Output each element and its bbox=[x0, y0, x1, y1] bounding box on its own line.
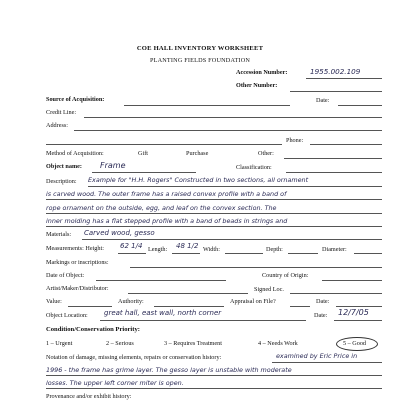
provenance-label: Provenance and/or exhibit history: bbox=[46, 393, 132, 400]
acquisition-date-label: Date: bbox=[316, 97, 330, 104]
credit-line-label: Credit Line: bbox=[46, 109, 77, 116]
description-label: Description: bbox=[46, 178, 77, 185]
description-line-1: Example for "H.H. Rogers" Constructed in two sections, all ornament bbox=[88, 176, 309, 184]
accession-label: Accession Number: bbox=[236, 69, 288, 76]
appraisal-date-label: Date: bbox=[316, 298, 330, 305]
signed-label: Signed Loc. bbox=[254, 286, 284, 293]
appraisal-label: Appraisal on File? bbox=[230, 298, 276, 305]
method-other-line bbox=[284, 158, 382, 159]
condition-option-serious[interactable]: 2 – Serious bbox=[106, 340, 134, 347]
address-line-2 bbox=[46, 144, 282, 145]
authority-label: Authority: bbox=[118, 298, 144, 305]
notation-line-3: losses. The upper left corner miter is open. bbox=[46, 379, 184, 387]
diameter-label: Diameter: bbox=[322, 246, 347, 253]
notation-line-1: examined by Eric Price in bbox=[276, 352, 358, 360]
notation-rule-2 bbox=[46, 375, 382, 376]
value-line bbox=[68, 306, 112, 307]
artist-label: Artist/Maker/Distributor: bbox=[46, 285, 109, 292]
notation-line-2: 1996 - the frame has grime layer. The gesso layer is unstable with moderate bbox=[46, 366, 292, 374]
width-label: Width: bbox=[203, 246, 220, 253]
description-line-4: inner molding has a flat stepped profile with a band of beads in strings and bbox=[46, 217, 288, 225]
condition-option-good[interactable]: 5 – Good bbox=[343, 340, 367, 347]
materials-label: Materials: bbox=[46, 231, 72, 238]
condition-option-urgent[interactable]: 1 – Urgent bbox=[46, 340, 73, 347]
appraisal-line bbox=[290, 306, 310, 307]
condition-selected-circle bbox=[336, 337, 378, 351]
notation-rule-3 bbox=[46, 388, 382, 389]
object-location-label: Object Location: bbox=[46, 312, 88, 319]
worksheet-title: COE HALL INVENTORY WORKSHEET bbox=[136, 45, 264, 52]
location-date-value: 12/7/05 bbox=[338, 308, 369, 317]
notation-rule-1 bbox=[272, 362, 382, 363]
method-option-purchase[interactable]: Purchase bbox=[186, 150, 209, 157]
markings-line bbox=[130, 267, 382, 268]
country-line bbox=[322, 280, 382, 281]
object-location-value: great hall, east wall, north corner bbox=[104, 309, 222, 317]
phone-line bbox=[310, 144, 382, 145]
markings-label: Markings or inscriptions: bbox=[46, 259, 109, 266]
address-label: Address: bbox=[46, 122, 68, 129]
credit-line-line bbox=[84, 117, 382, 118]
description-line-2: is carved wood. The outer frame has a raised convex profile with a band of bbox=[46, 190, 287, 198]
length-line bbox=[172, 253, 200, 254]
accession-line bbox=[306, 78, 382, 79]
object-name-label: Object name: bbox=[46, 163, 82, 170]
height-line bbox=[118, 253, 146, 254]
value-label: Value: bbox=[46, 298, 62, 305]
location-date-label: Date: bbox=[314, 312, 328, 319]
description-rule-3 bbox=[46, 213, 382, 214]
method-label: Method of Acquisition: bbox=[46, 150, 104, 157]
object-name-line bbox=[92, 172, 196, 173]
description-line-3: rope ornament on the outside, egg, and leaf on the convex section. The bbox=[46, 204, 277, 212]
address-line-1 bbox=[74, 130, 382, 131]
method-option-gift[interactable]: Gift bbox=[138, 150, 148, 157]
source-line bbox=[124, 105, 290, 106]
acquisition-date-line bbox=[338, 105, 382, 106]
country-label: Country of Origin: bbox=[262, 272, 309, 279]
other-number-line bbox=[290, 91, 382, 92]
description-rule-1 bbox=[88, 186, 382, 187]
artist-line bbox=[128, 293, 248, 294]
authority-line bbox=[154, 306, 224, 307]
object-location-line bbox=[100, 320, 306, 321]
depth-line bbox=[288, 253, 318, 254]
length-label: Length: bbox=[148, 246, 168, 253]
notation-label: Notation of damage, missing elements, repairs or conservation history: bbox=[46, 354, 222, 361]
date-of-object-line bbox=[96, 280, 226, 281]
accession-value: 1955.002.109 bbox=[310, 67, 361, 76]
worksheet-subtitle: PLANTING FIELDS FOUNDATION bbox=[149, 57, 251, 64]
diameter-line bbox=[354, 253, 382, 254]
materials-line bbox=[82, 239, 382, 240]
source-of-acquisition-label: Source of Acquisition: bbox=[46, 96, 105, 103]
condition-heading: Condition/Conservation Priority: bbox=[46, 326, 140, 333]
classification-line bbox=[286, 172, 382, 173]
measurements-label: Measurements: Height: bbox=[46, 245, 104, 252]
classification-label: Classification: bbox=[236, 164, 272, 171]
description-rule-2 bbox=[46, 199, 382, 200]
materials-value: Carved wood, gesso bbox=[84, 229, 155, 237]
object-name-value: Frame bbox=[100, 161, 126, 170]
location-date-line bbox=[334, 320, 382, 321]
description-rule-4 bbox=[46, 226, 382, 227]
condition-option-requires-treatment[interactable]: 3 – Requires Treatment bbox=[164, 340, 222, 347]
width-line bbox=[225, 253, 263, 254]
date-of-object-label: Date of Object: bbox=[46, 272, 85, 279]
height-value: 62 1/4 bbox=[120, 242, 143, 250]
appraisal-date-line bbox=[336, 306, 382, 307]
phone-label: Phone: bbox=[286, 137, 304, 144]
depth-label: Depth: bbox=[266, 246, 283, 253]
method-option-other[interactable]: Other: bbox=[258, 150, 274, 157]
condition-option-needs-work[interactable]: 4 – Needs Work bbox=[258, 340, 298, 347]
length-value: 48 1/2 bbox=[176, 242, 199, 250]
signed-line bbox=[290, 293, 382, 294]
other-number-label: Other Number: bbox=[236, 82, 278, 89]
